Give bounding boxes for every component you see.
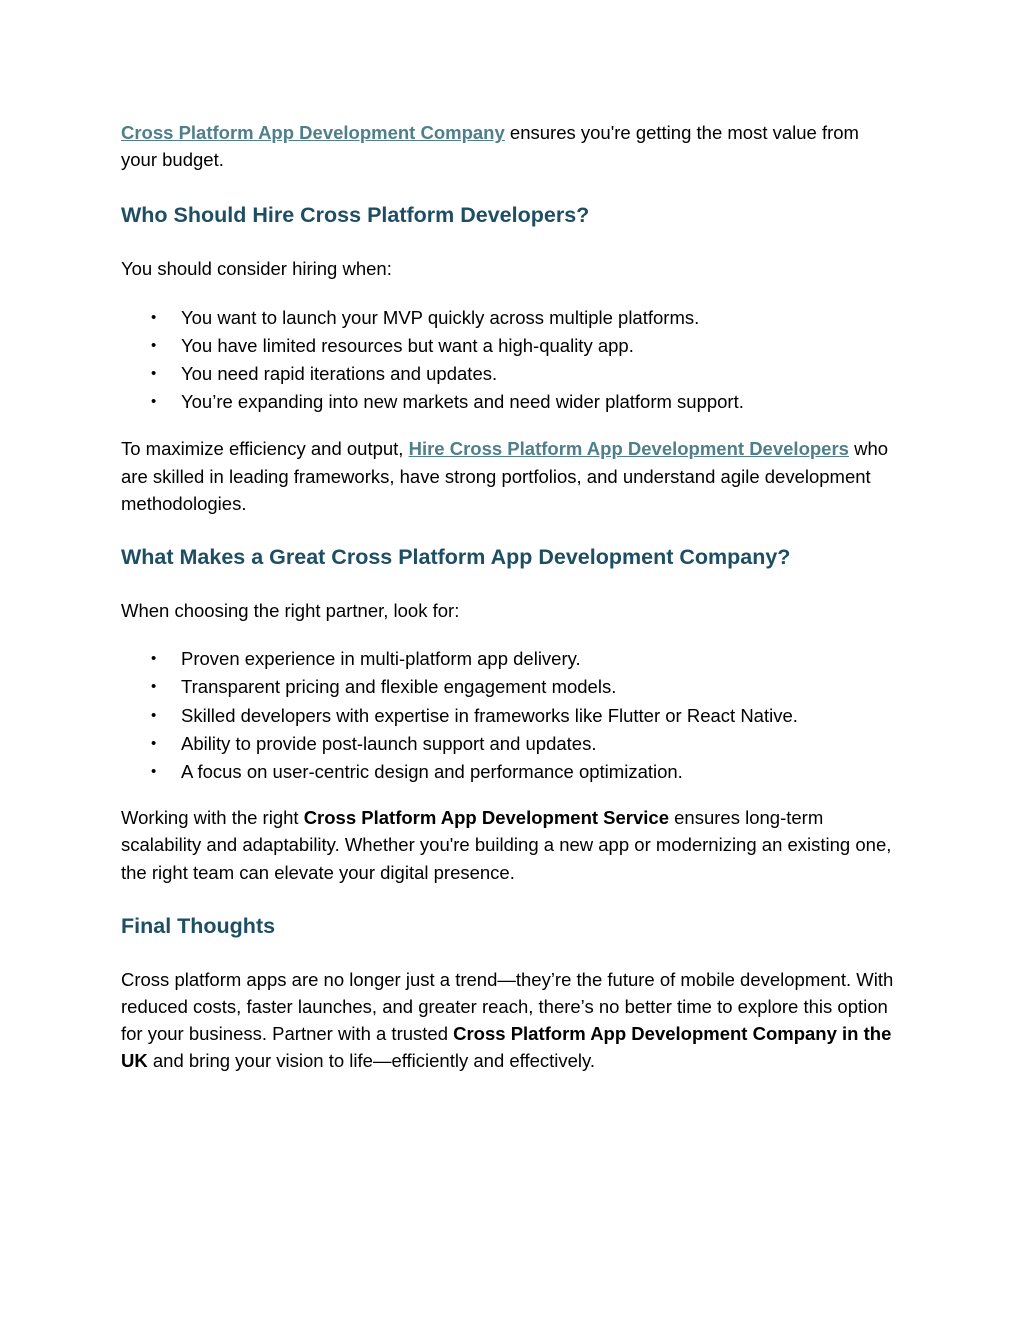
closing-text-before: Cross platform apps are no longer just a trend—they’re the future of mobile development. With reduced costs, faster launches, and greater reach, there’s no better time to explore this option for your business. Partner with a trusted [121,968,894,1045]
closing-text-after: and bring your vision to life—efficiently and effectively. [147,1050,596,1072]
cross-platform-company-link[interactable]: Cross Platform App Development Company [121,122,505,143]
bullet-icon: • [151,650,157,668]
heading-final-thoughts: Final Thoughts [121,913,276,938]
working-text-after: ensures long-term scalability and adaptability. Whether you're building a new app or modernizing an existing one, the right team can elevate your digital presence. [121,807,892,883]
heading-who-should-hire: Who Should Hire Cross Platform Developers? [121,203,590,228]
company-uk-bold-text: Cross Platform App Development Company in the UK [121,1023,892,1072]
list-item [121,645,896,673]
list-item-text: You need rapid iterations and updates. [181,363,498,385]
intro-paragraph [121,119,896,173]
heading-what-makes-great: What Makes a Great Cross Platform App Development Company? [121,545,791,570]
intro-text: ensures you're getting the most value from your budget. [121,122,859,171]
bullet-icon: • [151,706,157,724]
maximize-paragraph [121,435,896,517]
list-item [121,332,896,360]
list-item-text: A focus on user-centric design and performance optimization. [181,761,683,783]
working-paragraph [121,804,896,886]
list-item-text: You want to launch your MVP quickly across multiple platforms. [181,306,700,328]
list-item [121,730,896,758]
hire-developers-link[interactable]: Hire Cross Platform App Development Developers [408,438,849,460]
list-item [121,304,896,332]
list-item-text: Ability to provide post-launch support and updates. [181,732,597,754]
maximize-text-before: To maximize efficiency and output, [121,438,409,460]
bullet-icon: • [151,763,157,781]
bullet-icon: • [151,393,157,411]
partner-criteria-list [121,645,896,786]
hire-reasons-list [121,304,896,417]
consider-lead-text: You should consider hiring when: [121,258,392,280]
bullet-icon: • [151,365,157,383]
document-page [121,119,896,1075]
service-bold-text: Cross Platform App Development Service [303,807,669,829]
list-item [121,758,896,786]
list-item-text: Transparent pricing and flexible engagement models. [181,676,617,698]
list-item-text: You’re expanding into new markets and need wider platform support. [181,391,744,413]
maximize-text-after: who are skilled in leading frameworks, have strong portfolios, and understand agile development methodologies. [121,438,889,514]
list-item [121,702,896,730]
list-item [121,673,896,701]
choosing-lead-text: When choosing the right partner, look for: [121,600,460,622]
working-text-before: Working with the right [121,807,304,829]
closing-paragraph [121,966,896,1075]
bullet-icon: • [151,308,157,326]
bullet-icon: • [151,336,157,354]
bullet-icon: • [151,734,157,752]
list-item-text: You have limited resources but want a high-quality app. [181,334,634,356]
list-item [121,388,896,416]
list-item [121,360,896,388]
list-item-text: Skilled developers with expertise in frameworks like Flutter or React Native. [181,704,798,726]
bullet-icon: • [151,678,157,696]
list-item-text: Proven experience in multi-platform app delivery. [181,648,581,670]
